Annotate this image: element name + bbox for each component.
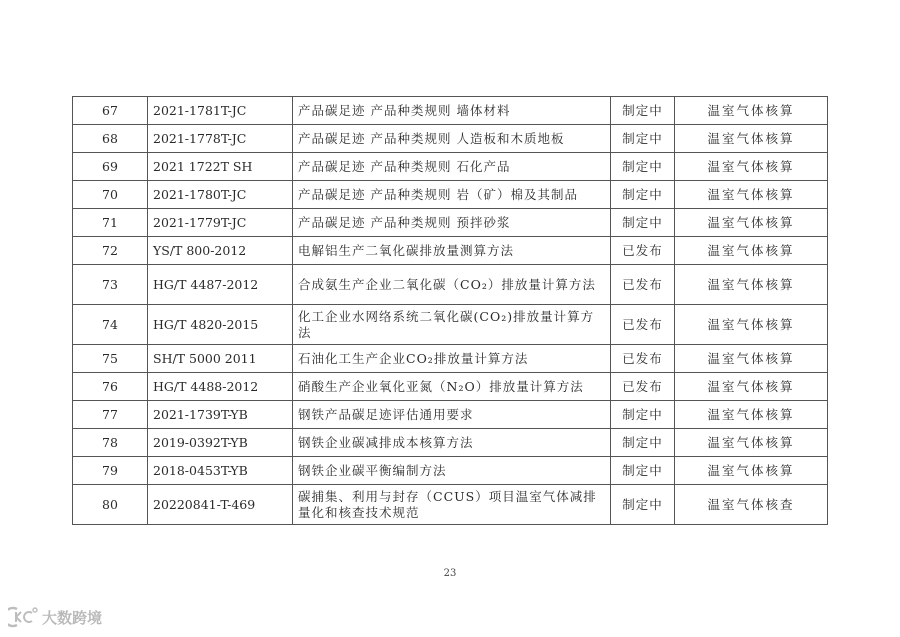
standard-code: 2021-1781T-JC: [148, 97, 293, 125]
standard-category: 温室气体核算: [675, 265, 828, 305]
table-row: [73, 457, 828, 485]
table-row: [73, 305, 828, 345]
standard-category: 温室气体核算: [675, 209, 828, 237]
row-number: 77: [73, 401, 148, 429]
table-row: [73, 237, 828, 265]
standard-code: HG/T 4488-2012: [148, 373, 293, 401]
table-row: [73, 181, 828, 209]
watermark: [8, 606, 102, 628]
standard-code: HG/T 4820-2015: [148, 305, 293, 345]
standard-status: 制定中: [611, 209, 675, 237]
table-row: [73, 153, 828, 181]
standard-name: 碳捕集、利用与封存（CCUS）项目温室气体减排量化和核查技术规范: [293, 485, 611, 525]
standard-status: 制定中: [611, 485, 675, 525]
standard-name: 钢铁企业碳平衡编制方法: [293, 457, 611, 485]
standard-category: 温室气体核算: [675, 97, 828, 125]
standard-category: 温室气体核查: [675, 485, 828, 525]
standard-name: 硝酸生产企业氧化亚氮（N₂O）排放量计算方法: [293, 373, 611, 401]
standard-status: 已发布: [611, 305, 675, 345]
standard-status: 已发布: [611, 265, 675, 305]
standard-status: 已发布: [611, 373, 675, 401]
table-row: [73, 429, 828, 457]
row-number: 67: [73, 97, 148, 125]
row-number: 71: [73, 209, 148, 237]
standard-status: 制定中: [611, 97, 675, 125]
standard-name: 合成氨生产企业二氧化碳（CO₂）排放量计算方法: [293, 265, 611, 305]
standard-status: 制定中: [611, 457, 675, 485]
row-number: 80: [73, 485, 148, 525]
table-row: [73, 125, 828, 153]
table-row: [73, 97, 828, 125]
standard-category: 温室气体核算: [675, 373, 828, 401]
table-row: [73, 209, 828, 237]
standard-category: 温室气体核算: [675, 181, 828, 209]
table-row: [73, 373, 828, 401]
standard-status: 制定中: [611, 153, 675, 181]
standard-code: 2021-1778T-JC: [148, 125, 293, 153]
page-number: 23: [443, 568, 457, 579]
standard-status: 制定中: [611, 429, 675, 457]
standard-status: 制定中: [611, 125, 675, 153]
standard-name: 石油化工生产企业CO₂排放量计算方法: [293, 345, 611, 373]
standard-category: 温室气体核算: [675, 457, 828, 485]
standard-status: 制定中: [611, 181, 675, 209]
row-number: 73: [73, 265, 148, 305]
standard-code: 2021-1779T-JC: [148, 209, 293, 237]
standard-name: 产品碳足迹 产品种类规则 岩（矿）棉及其制品: [293, 181, 611, 209]
kc-logo-icon: [8, 606, 38, 628]
standard-category: 温室气体核算: [675, 345, 828, 373]
standard-category: 温室气体核算: [675, 125, 828, 153]
table-row: [73, 265, 828, 305]
table-row: [73, 345, 828, 373]
standard-code: 2021-1780T-JC: [148, 181, 293, 209]
row-number: 75: [73, 345, 148, 373]
standard-code: HG/T 4487-2012: [148, 265, 293, 305]
standard-name: 钢铁产品碳足迹评估通用要求: [293, 401, 611, 429]
standard-code: YS/T 800-2012: [148, 237, 293, 265]
standard-name: 产品碳足迹 产品种类规则 墙体材料: [293, 97, 611, 125]
standard-status: 制定中: [611, 401, 675, 429]
standards-table-body: [73, 97, 828, 525]
watermark-text: 大数跨境: [42, 608, 103, 627]
standard-category: 温室气体核算: [675, 401, 828, 429]
standard-name: 钢铁企业碳减排成本核算方法: [293, 429, 611, 457]
standard-name: 化工企业水网络系统二氧化碳(CO₂)排放量计算方法: [293, 305, 611, 345]
table-row: [73, 401, 828, 429]
standard-status: 已发布: [611, 237, 675, 265]
standard-code: SH/T 5000 2011: [148, 345, 293, 373]
standard-name: 产品碳足迹 产品种类规则 预拌砂浆: [293, 209, 611, 237]
standard-status: 已发布: [611, 345, 675, 373]
row-number: 68: [73, 125, 148, 153]
standard-code: 2019-0392T-YB: [148, 429, 293, 457]
row-number: 70: [73, 181, 148, 209]
standard-code: 20220841-T-469: [148, 485, 293, 525]
standard-category: 温室气体核算: [675, 305, 828, 345]
row-number: 79: [73, 457, 148, 485]
row-number: 76: [73, 373, 148, 401]
row-number: 72: [73, 237, 148, 265]
row-number: 74: [73, 305, 148, 345]
standard-name: 电解铝生产二氧化碳排放量测算方法: [293, 237, 611, 265]
standard-category: 温室气体核算: [675, 429, 828, 457]
standard-category: 温室气体核算: [675, 237, 828, 265]
standard-code: 2021 1722T SH: [148, 153, 293, 181]
standard-name: 产品碳足迹 产品种类规则 人造板和木质地板: [293, 125, 611, 153]
standard-category: 温室气体核算: [675, 153, 828, 181]
row-number: 78: [73, 429, 148, 457]
standard-name: 产品碳足迹 产品种类规则 石化产品: [293, 153, 611, 181]
standards-table: [72, 96, 828, 525]
standard-code: 2018-0453T-YB: [148, 457, 293, 485]
standard-code: 2021-1739T-YB: [148, 401, 293, 429]
row-number: 69: [73, 153, 148, 181]
table-row: [73, 485, 828, 525]
